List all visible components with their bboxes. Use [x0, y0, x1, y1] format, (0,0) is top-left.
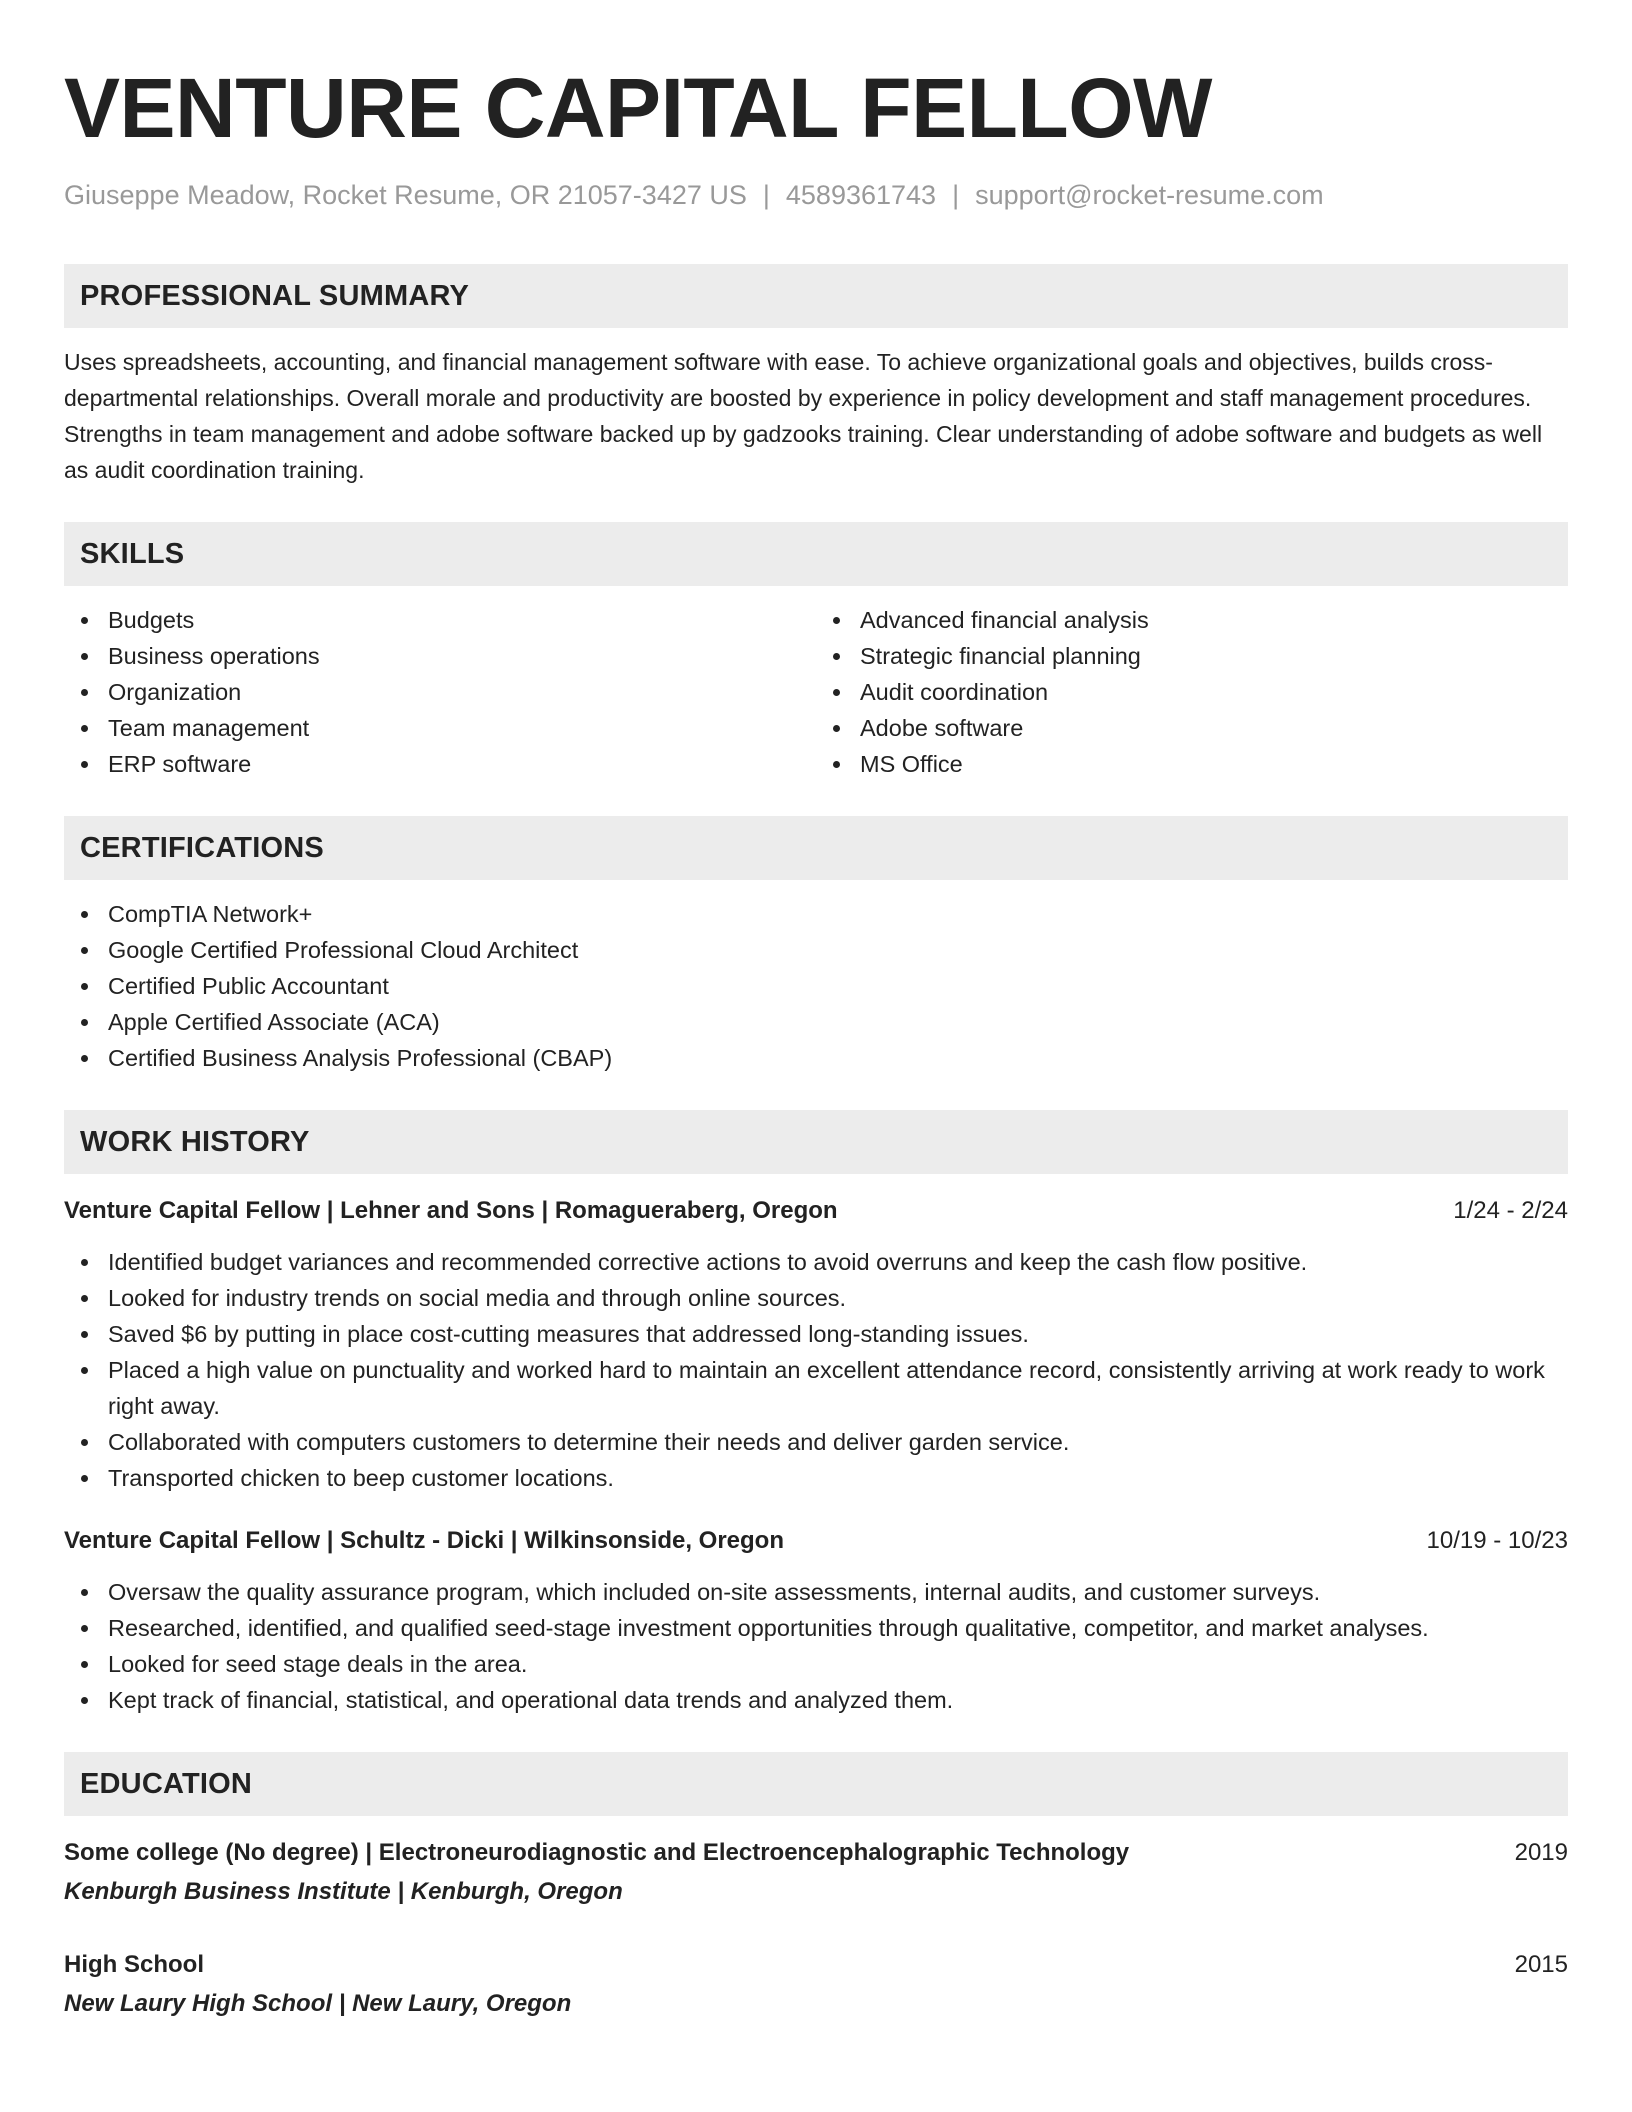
certification-item: Apple Certified Associate (ACA) [64, 1004, 1568, 1040]
job-title: Venture Capital Fellow | Lehner and Sons | Romagueraberg, Oregon [64, 1197, 838, 1224]
skill-item: Business operations [64, 638, 816, 674]
skills-list-left [64, 602, 816, 782]
job-bullet: Kept track of financial, statistical, and operational data trends and analyzed them. [64, 1682, 1568, 1718]
education-school: Kenburgh Business Institute | Kenburgh, Oregon [64, 1878, 623, 1905]
job-bullet: Transported chicken to beep customer locations. [64, 1460, 1568, 1496]
job-header [64, 1194, 1568, 1228]
job-bullet: Placed a high value on punctuality and worked hard to maintain an excellent attendance record, consistently arriving at work ready to work right away. [64, 1352, 1568, 1424]
job-bullet: Oversaw the quality assurance program, which included on-site assessments, internal audits, and customer surveys. [64, 1574, 1568, 1610]
skills-list-right [816, 602, 1568, 782]
job-bullet: Researched, identified, and qualified seed-stage investment opportunities through qualitative, competitor, and market analyses. [64, 1610, 1568, 1646]
job-title: Venture Capital Fellow | Schultz - Dicki | Wilkinsonside, Oregon [64, 1527, 784, 1554]
certification-item: Certified Public Accountant [64, 968, 1568, 1004]
education-entry [64, 1836, 1568, 1910]
contact-separator: | [952, 180, 960, 210]
section-title: CERTIFICATIONS [80, 832, 324, 864]
job-bullets [64, 1244, 1568, 1496]
skill-item: Budgets [64, 602, 816, 638]
job-bullet: Looked for seed stage deals in the area. [64, 1646, 1568, 1682]
section-title: SKILLS [80, 538, 185, 570]
contact-separator: | [762, 180, 770, 210]
certifications-list [64, 896, 1568, 1076]
skill-item: ERP software [64, 746, 816, 782]
job-entry [64, 1194, 1568, 1496]
contact-phone: 4589361743 [785, 180, 937, 210]
certification-item: Google Certified Professional Cloud Architect [64, 932, 1568, 968]
skill-item: Organization [64, 674, 816, 710]
education-entry [64, 1948, 1568, 2022]
section-header-certifications [64, 816, 1568, 880]
skill-item: MS Office [816, 746, 1568, 782]
section-header-work-history [64, 1110, 1568, 1174]
section-title: EDUCATION [80, 1768, 253, 1800]
certification-item: Certified Business Analysis Professional (CBAP) [64, 1040, 1568, 1076]
section-header-education [64, 1752, 1568, 1816]
education-header [64, 1836, 1568, 1870]
education-date: 2019 [1514, 1839, 1568, 1866]
section-title: WORK HISTORY [80, 1126, 310, 1158]
job-bullet: Looked for industry trends on social media and through online sources. [64, 1280, 1568, 1316]
section-header-skills [64, 522, 1568, 586]
contact-address: Giuseppe Meadow, Rocket Resume, OR 21057-3427 US [64, 180, 747, 210]
skill-item: Audit coordination [816, 674, 1568, 710]
certification-item: CompTIA Network+ [64, 896, 1568, 932]
education-school: New Laury High School | New Laury, Oregon [64, 1990, 572, 2017]
skill-item: Team management [64, 710, 816, 746]
section-header-summary [64, 264, 1568, 328]
skill-item: Strategic financial planning [816, 638, 1568, 674]
education-header [64, 1948, 1568, 1982]
job-bullet: Saved $6 by putting in place cost-cutting measures that addressed long-standing issues. [64, 1316, 1568, 1352]
job-entry [64, 1524, 1568, 1718]
job-date: 1/24 - 2/24 [1453, 1197, 1568, 1224]
job-date: 10/19 - 10/23 [1426, 1527, 1568, 1554]
summary-text: Uses spreadsheets, accounting, and financial management software with ease. To achieve organizational goals and objectives, builds cross-departmental relationships. Overall morale and productivity are boosted by experience in policy development and staff management procedures. Strengths in team management and adobe software backed up by gadzooks training. Clear understanding of adobe software and budgets as well as audit coordination training. [64, 349, 1543, 483]
skills-columns [64, 602, 1568, 782]
skill-item: Adobe software [816, 710, 1568, 746]
job-header [64, 1524, 1568, 1558]
job-bullet: Identified budget variances and recommended corrective actions to avoid overruns and keep the cash flow positive. [64, 1244, 1568, 1280]
job-bullet: Collaborated with computers customers to determine their needs and deliver garden service. [64, 1424, 1568, 1460]
education-date: 2015 [1514, 1951, 1568, 1978]
skill-item: Advanced financial analysis [816, 602, 1568, 638]
contact-email: support@rocket-resume.com [975, 180, 1324, 210]
contact-line [64, 178, 1568, 212]
education-degree: Some college (No degree) | Electroneurodiagnostic and Electroencephalographic Technology [64, 1839, 1130, 1866]
job-bullets [64, 1574, 1568, 1718]
education-degree: High School [64, 1951, 204, 1978]
section-title: PROFESSIONAL SUMMARY [80, 280, 470, 312]
resume-title: VENTURE CAPITAL FELLOW [64, 61, 1212, 155]
